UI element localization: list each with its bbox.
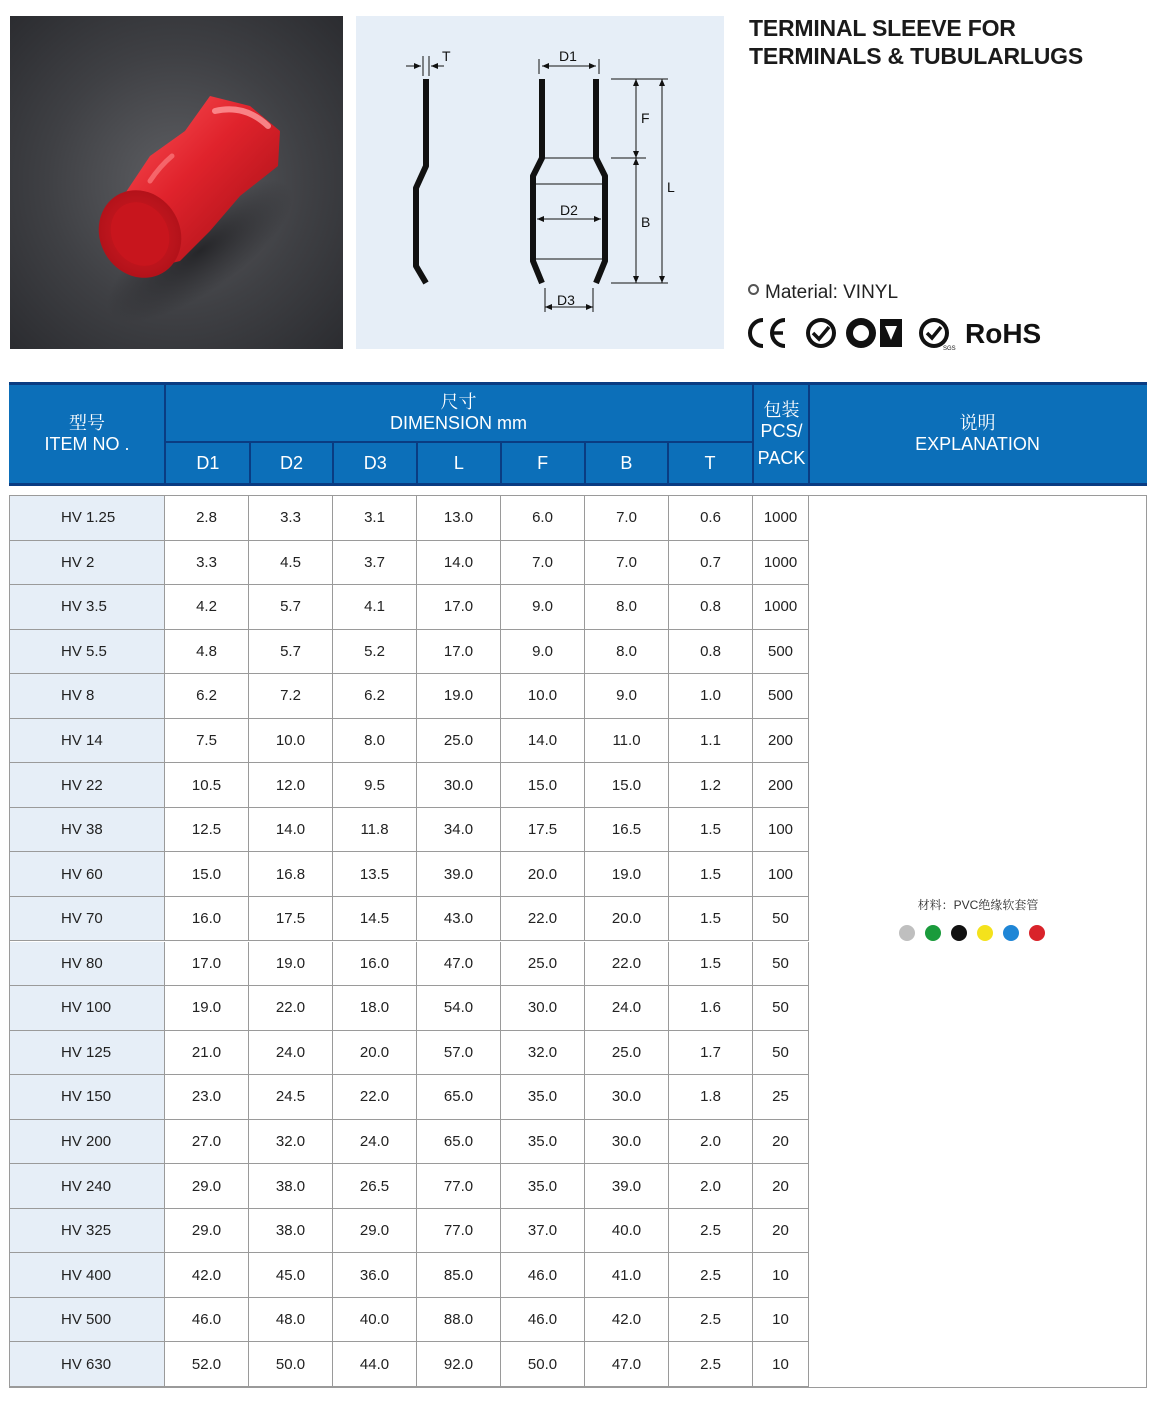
cell-t: 2.5 [669, 1209, 753, 1254]
cell-l: 92.0 [417, 1342, 501, 1387]
cell-d3: 3.7 [333, 541, 417, 586]
cell-b: 30.0 [585, 1075, 669, 1120]
table-row [10, 1342, 810, 1387]
cell-b: 8.0 [585, 585, 669, 630]
explanation-cell [809, 496, 1147, 1387]
cell-d3: 14.5 [333, 897, 417, 942]
cell-b: 7.0 [585, 496, 669, 541]
cell-f: 50.0 [501, 1342, 585, 1387]
cell-d1: 42.0 [165, 1253, 249, 1298]
header-dimension [166, 385, 751, 441]
cell-item-no: HV 8 [10, 674, 165, 719]
cell-d1: 2.8 [165, 496, 249, 541]
cell-b: 25.0 [585, 1031, 669, 1076]
table-row [10, 1298, 810, 1343]
cell-item-no: HV 240 [10, 1164, 165, 1209]
cell-f: 14.0 [501, 719, 585, 764]
cell-pcs-pack: 1000 [753, 496, 809, 541]
color-swatch [1003, 925, 1019, 941]
cell-t: 2.0 [669, 1120, 753, 1165]
cell-d3: 44.0 [333, 1342, 417, 1387]
cell-b: 24.0 [585, 986, 669, 1031]
label-b: B [641, 214, 651, 230]
cell-d1: 19.0 [165, 986, 249, 1031]
cell-d2: 16.8 [249, 852, 333, 897]
cell-d2: 22.0 [249, 986, 333, 1031]
cell-d1: 4.2 [165, 585, 249, 630]
cell-l: 25.0 [417, 719, 501, 764]
rohs-mark-icon [965, 318, 1041, 349]
cell-t: 2.5 [669, 1342, 753, 1387]
cell-d1: 15.0 [165, 852, 249, 897]
cell-d2: 4.5 [249, 541, 333, 586]
cell-b: 15.0 [585, 763, 669, 808]
header-dimension-cn: 尺寸 [440, 392, 477, 412]
cell-b: 19.0 [585, 852, 669, 897]
cell-t: 2.5 [669, 1298, 753, 1343]
cell-b: 41.0 [585, 1253, 669, 1298]
cell-l: 54.0 [417, 986, 501, 1031]
header-explanation-en: EXPLANATION [915, 434, 1040, 454]
cell-d3: 9.5 [333, 763, 417, 808]
header-dim-l: L [453, 452, 464, 473]
cell-d2: 48.0 [249, 1298, 333, 1343]
table-row [10, 541, 810, 586]
cell-d1: 29.0 [165, 1164, 249, 1209]
cell-pcs-pack: 50 [753, 897, 809, 942]
cell-item-no: HV 60 [10, 852, 165, 897]
label-d2: D2 [560, 202, 578, 218]
cell-d1: 3.3 [165, 541, 249, 586]
header-dim-d2: D2 [280, 452, 304, 473]
cell-l: 34.0 [417, 808, 501, 853]
header-dim-d3: D3 [363, 452, 387, 473]
cell-l: 30.0 [417, 763, 501, 808]
cell-l: 88.0 [417, 1298, 501, 1343]
cell-d3: 4.1 [333, 585, 417, 630]
dimension-drawing [356, 16, 724, 349]
cell-b: 20.0 [585, 897, 669, 942]
cell-l: 14.0 [417, 541, 501, 586]
product-photo [10, 16, 343, 349]
cell-l: 19.0 [417, 674, 501, 719]
header-pack-cn: 包装 [763, 399, 800, 420]
cell-t: 1.5 [669, 808, 753, 853]
cell-l: 39.0 [417, 852, 501, 897]
cell-t: 1.5 [669, 942, 753, 987]
cell-b: 22.0 [585, 942, 669, 987]
cell-item-no: HV 125 [10, 1031, 165, 1076]
cell-pcs-pack: 100 [753, 808, 809, 853]
cell-item-no: HV 38 [10, 808, 165, 853]
table-row [10, 585, 810, 630]
cell-d2: 5.7 [249, 630, 333, 675]
cell-item-no: HV 1.25 [10, 496, 165, 541]
cell-d2: 19.0 [249, 942, 333, 987]
cell-pcs-pack: 200 [753, 763, 809, 808]
table-row [10, 630, 810, 675]
table-row [10, 1120, 810, 1165]
header-explanation-cn: 说明 [959, 413, 996, 433]
cell-t: 1.6 [669, 986, 753, 1031]
svg-text:RoHS: RoHS [965, 318, 1042, 349]
cell-pcs-pack: 50 [753, 986, 809, 1031]
header-pack-en-1: PCS/ [760, 420, 803, 441]
cell-b: 7.0 [585, 541, 669, 586]
cell-l: 17.0 [417, 630, 501, 675]
cell-d3: 20.0 [333, 1031, 417, 1076]
cell-item-no: HV 150 [10, 1075, 165, 1120]
header-pack-en-2: PACK [757, 447, 806, 468]
cell-t: 1.0 [669, 674, 753, 719]
cell-d3: 36.0 [333, 1253, 417, 1298]
cell-f: 35.0 [501, 1120, 585, 1165]
color-swatches [899, 925, 1059, 943]
table-header [9, 382, 1147, 486]
cell-t: 0.6 [669, 496, 753, 541]
cell-d1: 46.0 [165, 1298, 249, 1343]
cell-d2: 17.5 [249, 897, 333, 942]
header-dimension-en: DIMENSION mm [390, 413, 527, 433]
cell-f: 6.0 [501, 496, 585, 541]
cell-d3: 5.2 [333, 630, 417, 675]
cell-f: 25.0 [501, 942, 585, 987]
cell-d1: 12.5 [165, 808, 249, 853]
cell-pcs-pack: 20 [753, 1120, 809, 1165]
cell-item-no: HV 14 [10, 719, 165, 764]
cell-l: 65.0 [417, 1120, 501, 1165]
cell-f: 9.0 [501, 585, 585, 630]
title-line-2: TERMINALS & TUBULARLUGS [749, 43, 1083, 69]
cell-b: 42.0 [585, 1298, 669, 1343]
cell-d1: 7.5 [165, 719, 249, 764]
cell-d1: 27.0 [165, 1120, 249, 1165]
header-dim-b: B [620, 452, 633, 473]
sleeve-dimension-diagram [356, 16, 724, 349]
cell-d3: 18.0 [333, 986, 417, 1031]
cell-pcs-pack: 500 [753, 674, 809, 719]
cell-t: 1.7 [669, 1031, 753, 1076]
certification-marks [747, 314, 1077, 354]
cell-l: 13.0 [417, 496, 501, 541]
cell-f: 22.0 [501, 897, 585, 942]
cell-d2: 50.0 [249, 1342, 333, 1387]
color-swatch [977, 925, 993, 941]
cell-f: 32.0 [501, 1031, 585, 1076]
cell-d3: 11.8 [333, 808, 417, 853]
cell-d2: 38.0 [249, 1164, 333, 1209]
cell-d3: 8.0 [333, 719, 417, 764]
cell-t: 1.8 [669, 1075, 753, 1120]
cell-t: 0.8 [669, 630, 753, 675]
cell-f: 37.0 [501, 1209, 585, 1254]
cell-b: 9.0 [585, 674, 669, 719]
cell-d3: 40.0 [333, 1298, 417, 1343]
bullet-icon [748, 284, 759, 295]
cell-d3: 29.0 [333, 1209, 417, 1254]
cell-d1: 16.0 [165, 897, 249, 942]
cell-t: 2.5 [669, 1253, 753, 1298]
cell-f: 46.0 [501, 1253, 585, 1298]
cell-l: 77.0 [417, 1164, 501, 1209]
cell-d2: 5.7 [249, 585, 333, 630]
cell-t: 0.8 [669, 585, 753, 630]
sgs-mark-icon [919, 318, 956, 352]
color-swatch [1029, 925, 1045, 941]
spec-table [9, 495, 1147, 1388]
cell-pcs-pack: 200 [753, 719, 809, 764]
color-swatch [951, 925, 967, 941]
cell-item-no: HV 80 [10, 942, 165, 987]
cell-l: 57.0 [417, 1031, 501, 1076]
cell-l: 77.0 [417, 1209, 501, 1254]
cell-b: 30.0 [585, 1120, 669, 1165]
cell-l: 85.0 [417, 1253, 501, 1298]
cell-b: 8.0 [585, 630, 669, 675]
table-row [10, 942, 810, 987]
header-item-en: ITEM NO . [44, 434, 130, 454]
cell-t: 2.0 [669, 1164, 753, 1209]
cell-d3: 3.1 [333, 496, 417, 541]
header-dim-t: T [704, 452, 716, 473]
table-row [10, 1075, 810, 1120]
cell-f: 15.0 [501, 763, 585, 808]
cell-d1: 29.0 [165, 1209, 249, 1254]
cell-item-no: HV 5.5 [10, 630, 165, 675]
label-l: L [667, 179, 675, 195]
cell-pcs-pack: 100 [753, 852, 809, 897]
header-pack [754, 385, 809, 483]
cell-t: 1.2 [669, 763, 753, 808]
cell-d2: 14.0 [249, 808, 333, 853]
table-row [10, 1253, 810, 1298]
cell-b: 47.0 [585, 1342, 669, 1387]
cell-f: 9.0 [501, 630, 585, 675]
cell-pcs-pack: 25 [753, 1075, 809, 1120]
cell-l: 43.0 [417, 897, 501, 942]
cell-pcs-pack: 500 [753, 630, 809, 675]
header-explanation [810, 385, 1145, 483]
table-row [10, 897, 810, 942]
cell-pcs-pack: 1000 [753, 585, 809, 630]
cell-item-no: HV 2 [10, 541, 165, 586]
cell-f: 35.0 [501, 1164, 585, 1209]
cell-f: 35.0 [501, 1075, 585, 1120]
cell-d1: 21.0 [165, 1031, 249, 1076]
cell-d3: 22.0 [333, 1075, 417, 1120]
cell-d1: 52.0 [165, 1342, 249, 1387]
iso-mark-icon [846, 318, 902, 348]
cell-pcs-pack: 20 [753, 1164, 809, 1209]
cell-pcs-pack: 50 [753, 1031, 809, 1076]
cell-d3: 13.5 [333, 852, 417, 897]
ccc-mark-icon [806, 318, 836, 348]
explanation-text: 材料：PVC绝缘软套管 [917, 898, 1039, 912]
cell-pcs-pack: 10 [753, 1253, 809, 1298]
table-row [10, 674, 810, 719]
cell-d2: 7.2 [249, 674, 333, 719]
label-d1: D1 [559, 48, 577, 64]
title-line-1: TERMINAL SLEEVE FOR [749, 15, 1016, 41]
cell-f: 20.0 [501, 852, 585, 897]
header-item-no [9, 385, 165, 483]
cell-item-no: HV 500 [10, 1298, 165, 1343]
cell-d2: 24.0 [249, 1031, 333, 1076]
cell-b: 40.0 [585, 1209, 669, 1254]
cell-d2: 45.0 [249, 1253, 333, 1298]
cell-item-no: HV 3.5 [10, 585, 165, 630]
table-row [10, 1031, 810, 1076]
svg-text:SGS: SGS [943, 346, 956, 352]
cell-t: 0.7 [669, 541, 753, 586]
table-row [10, 852, 810, 897]
cell-item-no: HV 200 [10, 1120, 165, 1165]
cell-pcs-pack: 1000 [753, 541, 809, 586]
cell-l: 47.0 [417, 942, 501, 987]
cell-d3: 16.0 [333, 942, 417, 987]
cell-t: 1.5 [669, 897, 753, 942]
table-row [10, 986, 810, 1031]
cell-d2: 24.5 [249, 1075, 333, 1120]
material-line [748, 282, 898, 304]
cell-item-no: HV 325 [10, 1209, 165, 1254]
table-row [10, 1164, 810, 1209]
cell-d1: 10.5 [165, 763, 249, 808]
cell-t: 1.1 [669, 719, 753, 764]
cell-b: 11.0 [585, 719, 669, 764]
color-swatch [925, 925, 941, 941]
cell-d1: 17.0 [165, 942, 249, 987]
cell-pcs-pack: 10 [753, 1342, 809, 1387]
table-row [10, 808, 810, 853]
label-d3: D3 [557, 292, 575, 308]
cell-d1: 6.2 [165, 674, 249, 719]
cell-d2: 12.0 [249, 763, 333, 808]
cell-pcs-pack: 10 [753, 1298, 809, 1343]
cell-b: 16.5 [585, 808, 669, 853]
material-text: Material: VINYL [765, 282, 899, 303]
color-swatch [899, 925, 915, 941]
cell-item-no: HV 400 [10, 1253, 165, 1298]
cell-d3: 24.0 [333, 1120, 417, 1165]
cell-f: 17.5 [501, 808, 585, 853]
cell-pcs-pack: 50 [753, 942, 809, 987]
header-dim-f: F [537, 452, 549, 473]
cell-d3: 26.5 [333, 1164, 417, 1209]
cell-d2: 32.0 [249, 1120, 333, 1165]
table-row [10, 763, 810, 808]
cell-d2: 3.3 [249, 496, 333, 541]
page-title [749, 14, 1149, 70]
ce-mark-icon [750, 320, 785, 346]
red-sleeve-image [10, 16, 343, 349]
cell-item-no: HV 22 [10, 763, 165, 808]
cell-d1: 23.0 [165, 1075, 249, 1120]
cell-t: 1.5 [669, 852, 753, 897]
cell-d2: 38.0 [249, 1209, 333, 1254]
cell-pcs-pack: 20 [753, 1209, 809, 1254]
cell-d1: 4.8 [165, 630, 249, 675]
table-row [10, 1209, 810, 1254]
cell-b: 39.0 [585, 1164, 669, 1209]
cell-item-no: HV 630 [10, 1342, 165, 1387]
cell-f: 7.0 [501, 541, 585, 586]
cell-f: 30.0 [501, 986, 585, 1031]
cell-item-no: HV 70 [10, 897, 165, 942]
table-row [10, 719, 810, 764]
cell-d2: 10.0 [249, 719, 333, 764]
cell-f: 46.0 [501, 1298, 585, 1343]
table-row [10, 496, 810, 541]
header-item-cn: 型号 [69, 413, 105, 433]
cell-l: 65.0 [417, 1075, 501, 1120]
label-t: T [442, 48, 451, 64]
header-dim-d1: D1 [196, 452, 220, 473]
cell-f: 10.0 [501, 674, 585, 719]
cell-d3: 6.2 [333, 674, 417, 719]
cell-item-no: HV 100 [10, 986, 165, 1031]
label-f: F [641, 110, 650, 126]
cell-l: 17.0 [417, 585, 501, 630]
